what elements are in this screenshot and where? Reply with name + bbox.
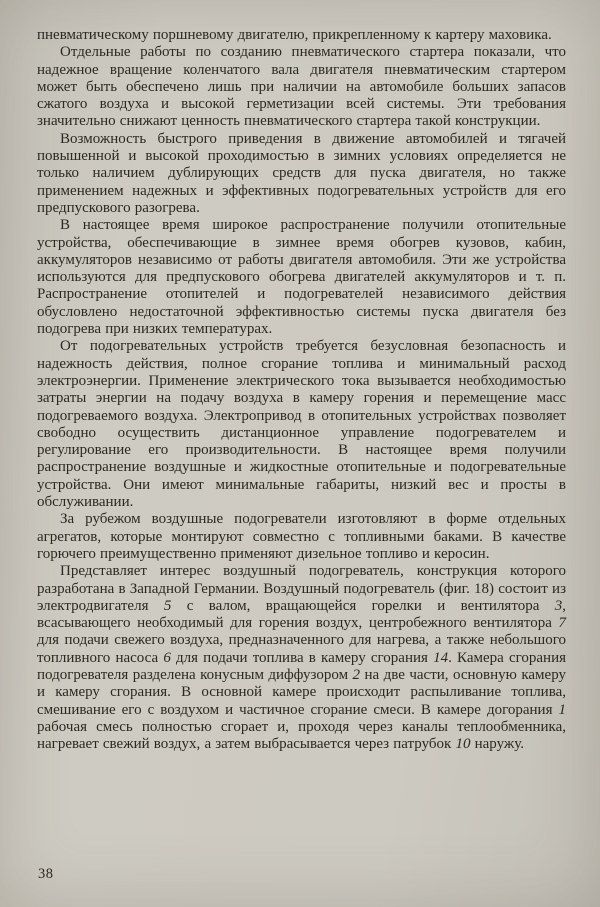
paragraph (37, 338, 566, 511)
text-run: для подачи топлива в камеру сгорания (170, 649, 434, 666)
text-run: пневматическому поршневому двигателю, прикрепленному к картеру маховика. (37, 27, 552, 43)
text-run: на две части, основную камеру и камеру сгорания. В основной камере происходит распыливание топлива, смешивание его с воздухом и частичное сгорание смеси. В камере догорания (37, 666, 566, 718)
text-run: Возможность быстрого приведения в движение автомобилей и тягачей повышенной и высокой проходимостью в зимних условиях определяется не только наличием дублирующих средств для пуска двигателя, но также применением надежных и эффективных подогревательных устройств для его предпускового разогрева. (37, 130, 566, 216)
figure-reference-number: 7 (558, 615, 566, 632)
paragraph (37, 511, 566, 563)
page-number: 38 (38, 866, 54, 882)
text-run: От подогревательных устройств требуется безусловная безопасность и надежность действия, полное сгорание топлива и минимальный расход электроэнергии. Применение электрического тока вызывается необходимостью затраты энергии на подачу воздуха в камеру горения и перемещение масс подогреваемого воздуха. Электропривод в отопительных устройствах позволяет свободно осуществить дистанционное управление подогревателем и регулирование его производительности. В настоящее время получили распространение воздушные и жидкостные отопительные и подогревательные устройства. Они имеют минимальные габариты, низкий вес и просты в обслуживании. (37, 338, 566, 511)
text-run: Представляет интерес воздушный подогреватель, конструкция которого разработана в Западной Германии. Воздушный подогреватель (фиг. 18) состоит из электродвигателя (37, 563, 566, 614)
figure-reference-number: 3 (554, 597, 563, 614)
figure-reference-number: 1 (558, 701, 566, 718)
paragraph (37, 131, 566, 217)
figure-reference-number: 5 (163, 597, 172, 614)
text-run: наружу. (470, 736, 525, 753)
text-run: В настоящее время широкое распространение получили отопительные устройства, обеспечивающие в зимнее время обогрев кузовов, кабин, аккумуляторов независимо от работы двигателя автомобиля. Эти же устройства используются для предпускового обогрева двигателей аккумуляторов и т. п. Распространение отопителей и подогревателей независимого действия обусловлено недостаточной эффективностью системы пуска двигателя без подогрева при низких температурах. (37, 217, 566, 338)
figure-reference-number: 6 (163, 649, 171, 666)
page-text (37, 27, 566, 753)
text-run: Отдельные работы по созданию пневматического стартера показали, что надежное вращение коленчатого вала двигателя пневматическим стартером может быть обеспечено лишь при наличии на автомобиле больших запасов сжатого воздуха и высокой герметизации всей системы. Эти требования значительно снижают ценность пневматического стартера такой конструкции. (37, 44, 566, 130)
text-run: . Камера сгорания подогревателя разделена конусным диффузором (37, 649, 566, 683)
figure-reference-number: 10 (455, 736, 471, 753)
text-run: с валом, вращающейся горелки и вентилятора (171, 597, 555, 614)
text-run: , всасывающего необходимый для горения воздух, центробежного вентилятора (37, 597, 566, 632)
paragraph (37, 563, 566, 753)
text-run: рабочая смесь полностью сгорает и, проходя через каналы теплообменника, нагревает свежий воздух, а затем выбрасывается через патрубок (37, 718, 566, 753)
paragraph (37, 44, 566, 130)
figure-reference-number: 14 (433, 649, 449, 666)
figure-reference-number: 2 (352, 666, 361, 683)
paragraph (37, 27, 566, 44)
paragraph (37, 217, 566, 338)
text-run: для подачи свежего воздуха, предназначенного для нагрева, а также небольшого топливного насоса (37, 632, 566, 666)
text-run: За рубежом воздушные подогреватели изготовляют в форме отдельных агрегатов, которые монтируют совместно с топливными баками. В качестве горючего преимущественно применяют дизельное топливо и керосин. (37, 511, 566, 562)
